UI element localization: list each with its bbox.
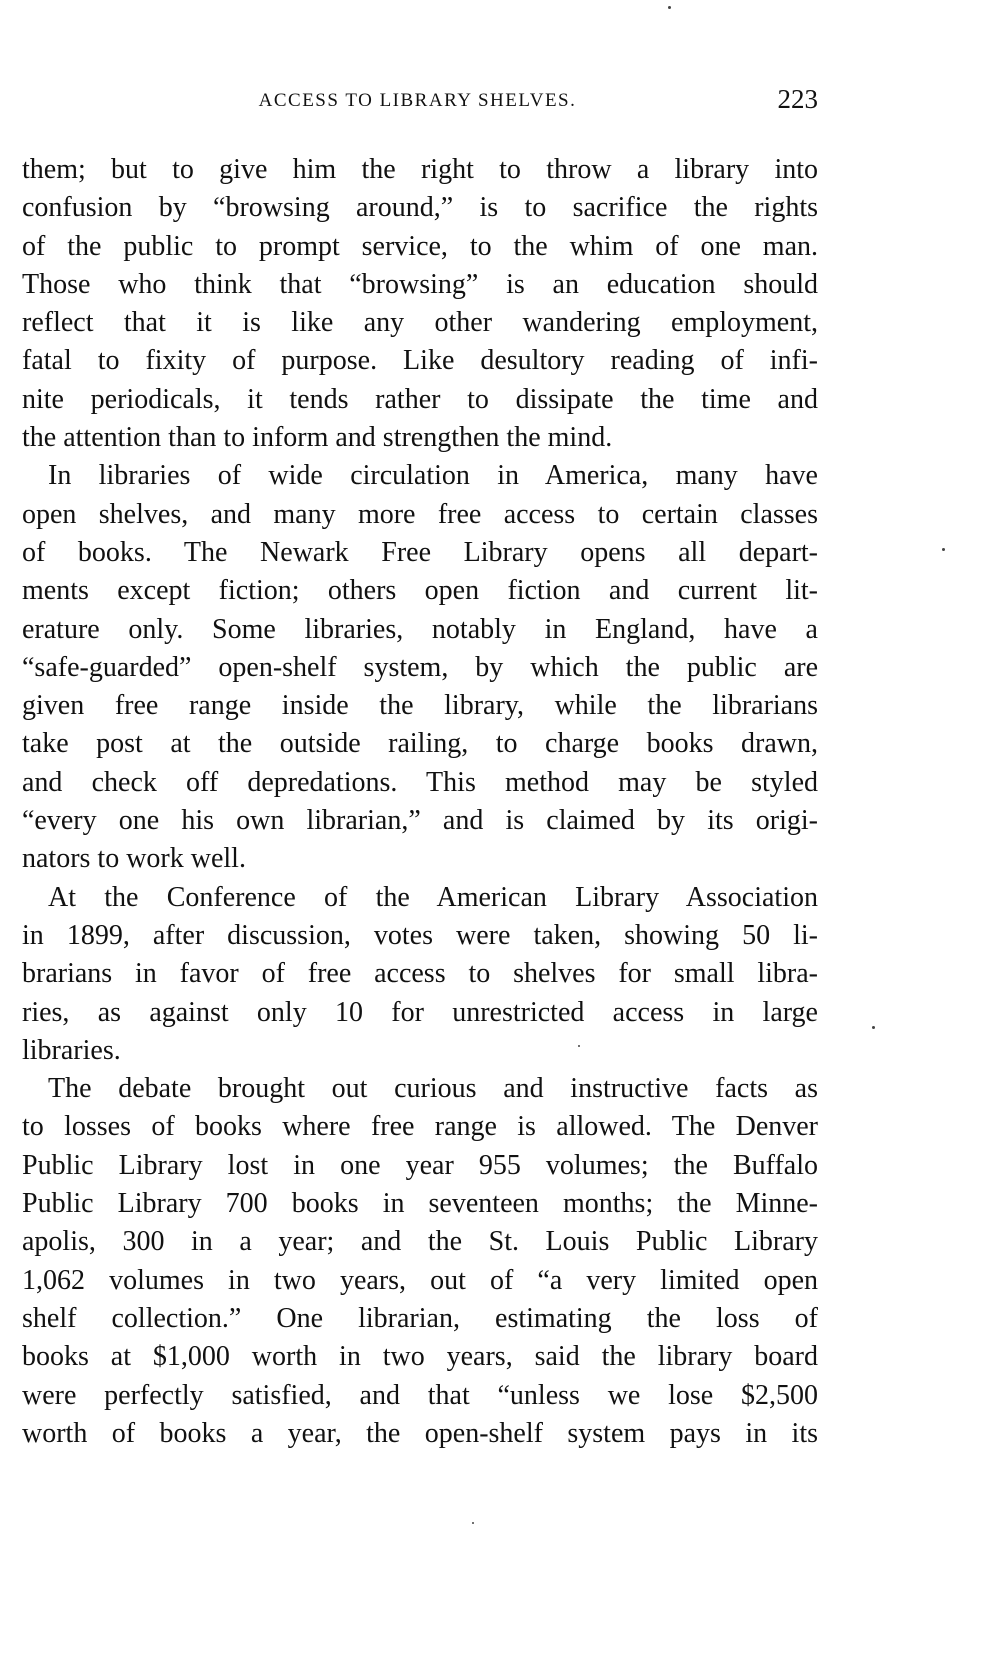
text-line: them; but to give him the right to throw a library into	[22, 154, 818, 185]
running-head-title: ACCESS TO LIBRARY SHELVES.	[258, 90, 577, 111]
text-line: given free range inside the library, while the librarians	[22, 690, 818, 722]
text-line: erature only. Some libraries, notably in England, have a	[22, 613, 818, 645]
text-line: of the public to prompt service, to the whim of one man.	[22, 230, 818, 262]
text-line: “safe-guarded” open-shelf system, by which the public are	[22, 651, 818, 683]
text-line: “every one his own librarian,” and is claimed by its origi-	[22, 805, 818, 837]
text-line: of books. The Newark Free Library opens all depart-	[22, 536, 818, 568]
text-line: shelf collection.” One librarian, estimating the loss of	[22, 1302, 818, 1334]
text-line: nite periodicals, it tends rather to dissipate the time and	[22, 383, 818, 415]
body-text	[22, 151, 818, 1453]
paragraph	[22, 879, 818, 1070]
text-line: in 1899, after discussion, votes were taken, showing 50 li-	[22, 919, 818, 951]
text-line: the attention than to inform and strengthen the mind.	[22, 422, 613, 454]
text-line: books at $1,000 worth in two years, said the library board	[22, 1341, 818, 1373]
paragraph	[22, 1070, 818, 1453]
text-line: In libraries of wide circulation in America, many have	[48, 460, 818, 492]
text-line: Public Library lost in one year 955 volumes; the Buffalo	[22, 1149, 818, 1181]
text-line: fatal to fixity of purpose. Like desultory reading of infi-	[22, 345, 818, 377]
paragraph	[22, 457, 818, 878]
text-line: open shelves, and many more free access to certain classes	[22, 498, 818, 530]
running-head	[0, 86, 1000, 122]
text-line: apolis, 300 in a year; and the St. Louis Public Library	[22, 1226, 818, 1258]
scan-speck	[872, 1026, 875, 1029]
scan-speck	[668, 6, 671, 9]
text-line: confusion by “browsing around,” is to sacrifice the rights	[22, 192, 818, 224]
text-line: The debate brought out curious and instructive facts as	[48, 1073, 818, 1105]
text-line: 1,062 volumes in two years, out of “a very limited open	[22, 1264, 818, 1296]
text-line: were perfectly satisfied, and that “unless we lose $2,500	[22, 1379, 818, 1411]
text-line: worth of books a year, the open-shelf system pays in its	[22, 1417, 818, 1449]
text-line: take post at the outside railing, to charge books drawn,	[22, 728, 818, 760]
scan-speck	[578, 1045, 580, 1047]
text-line: libraries.	[22, 1034, 121, 1066]
text-line: Public Library 700 books in seventeen months; the Minne-	[22, 1188, 818, 1220]
text-line: At the Conference of the American Library Association	[48, 881, 818, 913]
text-line: ries, as against only 10 for unrestricted access in large	[22, 996, 818, 1028]
text-line: reflect that it is like any other wandering employment,	[22, 307, 818, 339]
text-line: ments except fiction; others open fiction and current lit-	[22, 575, 818, 607]
text-line: Those who think that “browsing” is an education should	[22, 268, 818, 300]
text-line: brarians in favor of free access to shelves for small libra-	[22, 958, 818, 990]
scan-speck	[942, 548, 945, 551]
scan-speck	[472, 1522, 474, 1524]
text-line: and check off depredations. This method may be styled	[22, 766, 818, 798]
page-number: 223	[777, 84, 818, 114]
paragraph	[22, 151, 818, 457]
text-line: nators to work well.	[22, 843, 246, 875]
text-line: to losses of books where free range is allowed. The Denver	[22, 1111, 818, 1143]
